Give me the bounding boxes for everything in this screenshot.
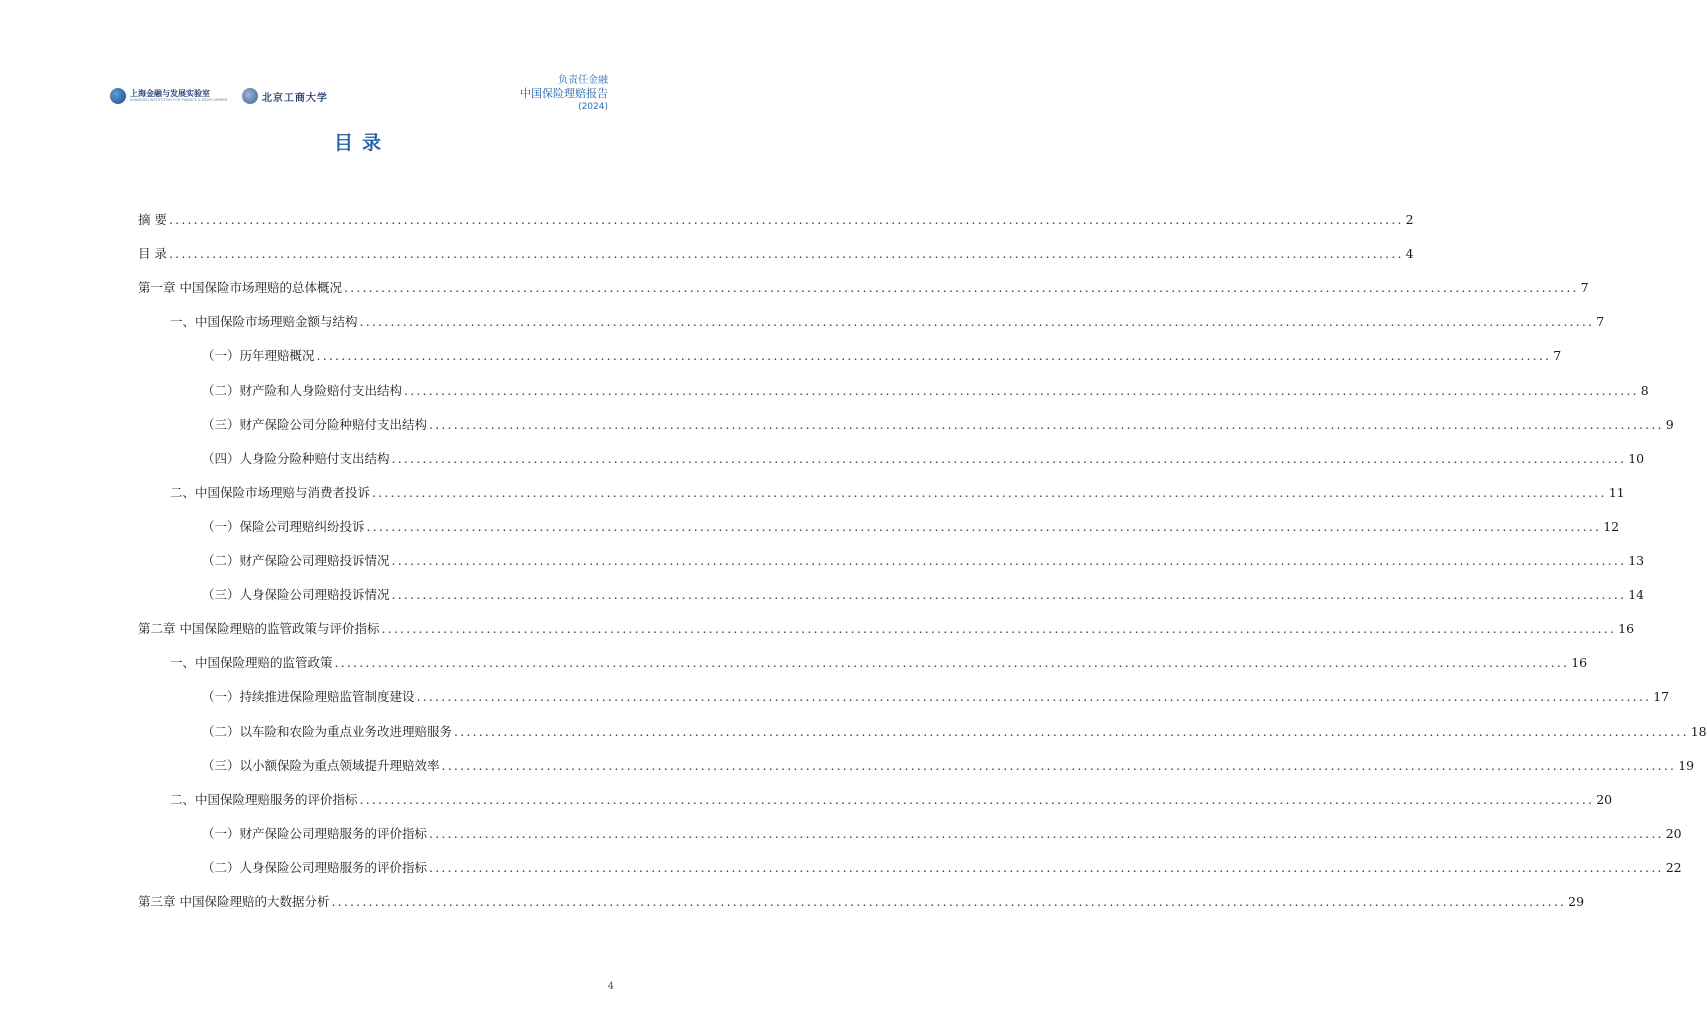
toc-entry-label: （二）以车险和农险为重点业务改进理赔服务 [202,723,453,739]
sifd-logo-text: 上海金融与发展实验室 [130,88,210,98]
toc-entry[interactable] [202,679,1670,705]
toc-leader-dots: ........................................................................................................................................................................................................ [391,553,1627,568]
toc-leader-dots: ........................................................................................................................................................................................................ [429,825,1664,841]
toc-leader-dots: ........................................................................................................................................................................................................ [391,450,1627,466]
toc-entry-page: 7 [1553,348,1562,364]
toc-entry-label: 一、中国保险理赔的监管政策 [170,655,333,671]
toc-entry-label: （一）历年理赔概况 [202,348,315,364]
toc-entry-page: 9 [1665,416,1674,432]
toc-leader-dots: ........................................................................................................................................................................................................ [429,859,1664,875]
toc-entry[interactable] [202,338,1562,364]
toc-entry-page: 20 [1665,825,1682,841]
toc-entry-page: 4 [1405,246,1414,262]
toc-leader-dots: ........................................................................................................................................................................................................ [334,655,1570,671]
toc-entry[interactable] [202,850,1682,876]
toc-entry-label: （一）财产保险公司理赔服务的评价指标 [202,825,428,841]
toc-entry[interactable] [202,407,1674,433]
toc-leader-dots: ........................................................................................................................................................................................................ [331,894,1567,909]
toc-entry-label: 第二章 中国保险理赔的监管政策与评价指标 [138,621,380,637]
toc-entry-page: 19 [1678,757,1695,773]
toc-entry-page: 29 [1568,894,1585,909]
toc-entry-label: （三）人身保险公司理赔投诉情况 [202,587,390,603]
sifd-logo-icon [110,88,126,104]
toc-leader-dots: ........................................................................................................................................................................................................ [454,723,1689,739]
toc-entry[interactable] [202,509,1620,535]
page-title: 目录 [333,132,390,154]
toc-entry-page: 7 [1580,280,1589,296]
toc-entry[interactable] [170,475,1625,501]
toc-entry[interactable] [138,270,1589,296]
toc-leader-dots: ........................................................................................................................................................................................................ [168,246,1404,262]
toc-leader-dots: ........................................................................................................................................................................................................ [381,621,1617,637]
toc-entry-label: 目 录 [138,246,167,262]
toc-leader-dots: ........................................................................................................................................................................................................ [316,348,1552,364]
page-number: 4 [607,981,614,992]
toc-entry-label: （二）财产险和人身险赔付支出结构 [202,382,403,398]
toc-entry-label: （一）保险公司理赔纠纷投诉 [202,518,365,534]
sifd-logo [110,88,228,104]
toc-leader-dots: ........................................................................................................................................................................................................ [416,689,1652,705]
toc-leader-dots: ........................................................................................................................................................................................................ [168,212,1404,227]
btbu-logo-icon [242,88,258,104]
toc-entry-label: 二、中国保险市场理赔与消费者投诉 [170,484,371,500]
toc-leader-dots: ........................................................................................................................................................................................................ [366,518,1602,534]
toc-leader-dots: ........................................................................................................................................................................................................ [359,791,1595,807]
toc-entry-label: （四）人身险分险种赔付支出结构 [202,450,390,466]
toc-entry-page: 13 [1628,553,1645,568]
toc-entry[interactable] [138,611,1635,637]
toc-entry-label: （三）以小额保险为重点领域提升理赔效率 [202,757,440,773]
toc-leader-dots: ........................................................................................................................................................................................................ [372,484,1607,500]
toc-entry-label: 第一章 中国保险市场理赔的总体概况 [138,280,342,296]
toc-entry-label: 二、中国保险理赔服务的评价指标 [170,791,358,807]
toc-entry-page: 16 [1618,621,1635,637]
toc-entry[interactable] [170,645,1588,671]
header-logos [110,86,342,106]
toc-entry[interactable] [202,373,1649,399]
toc-entry-page: 8 [1640,382,1649,398]
toc-entry-label: （三）财产保险公司分险种赔付支出结构 [202,416,428,432]
report-brand [520,74,608,113]
toc-entry-page: 14 [1628,587,1645,603]
brand-tagline: 负责任金融 [558,75,608,86]
btbu-logo [242,88,328,104]
toc-entry-label: （二）财产保险公司理赔投诉情况 [202,553,390,568]
brand-year: (2024) [578,102,608,112]
toc-entry[interactable] [202,748,1695,774]
toc-entry-page: 17 [1653,689,1670,705]
toc-leader-dots: ........................................................................................................................................................................................................ [391,587,1627,603]
btbu-logo-text: 北京工商大学 [261,92,328,104]
toc-entry[interactable] [202,577,1645,603]
toc-entry-page: 2 [1405,212,1414,227]
toc-entry-label: 第三章 中国保险理赔的大数据分析 [138,894,330,909]
sifd-logo-subtext: SHANGHAI INSTITUTION FOR FINANCE & DEVELOPMENT [130,97,228,102]
toc-entry[interactable] [202,441,1645,467]
toc-entry[interactable] [170,782,1613,808]
toc-entry-page: 11 [1608,484,1625,500]
toc-entry[interactable] [170,304,1605,330]
toc-leader-dots: ........................................................................................................................................................................................................ [441,757,1677,773]
toc-entry[interactable] [138,236,1414,262]
toc-entry[interactable] [138,884,1585,910]
toc-entry-page: 16 [1571,655,1588,671]
toc-entry-page: 20 [1596,791,1613,807]
toc-entry-page: 7 [1596,314,1605,330]
toc-entry[interactable] [202,543,1645,569]
toc-leader-dots: ........................................................................................................................................................................................................ [359,314,1595,330]
toc-entry-page: 18 [1690,723,1707,739]
toc-leader-dots: ........................................................................................................................................................................................................ [429,416,1664,432]
toc-entry[interactable] [202,816,1682,842]
toc-entry-page: 12 [1603,518,1620,534]
toc-entry-label: 摘 要 [138,212,167,227]
toc-entry-label: （二）人身保险公司理赔服务的评价指标 [202,859,428,875]
toc-entry-label: 一、中国保险市场理赔金额与结构 [170,314,358,330]
toc-leader-dots: ........................................................................................................................................................................................................ [404,382,1639,398]
toc-entry[interactable] [202,714,1707,740]
brand-report-title: 中国保险理赔报告 [520,87,608,100]
toc-leader-dots: ........................................................................................................................................................................................................ [343,280,1579,296]
toc-entry-page: 10 [1628,450,1645,466]
toc-entry[interactable] [138,202,1414,228]
toc-entry-label: （一）持续推进保险理赔监管制度建设 [202,689,415,705]
toc-entry-page: 22 [1665,859,1682,875]
